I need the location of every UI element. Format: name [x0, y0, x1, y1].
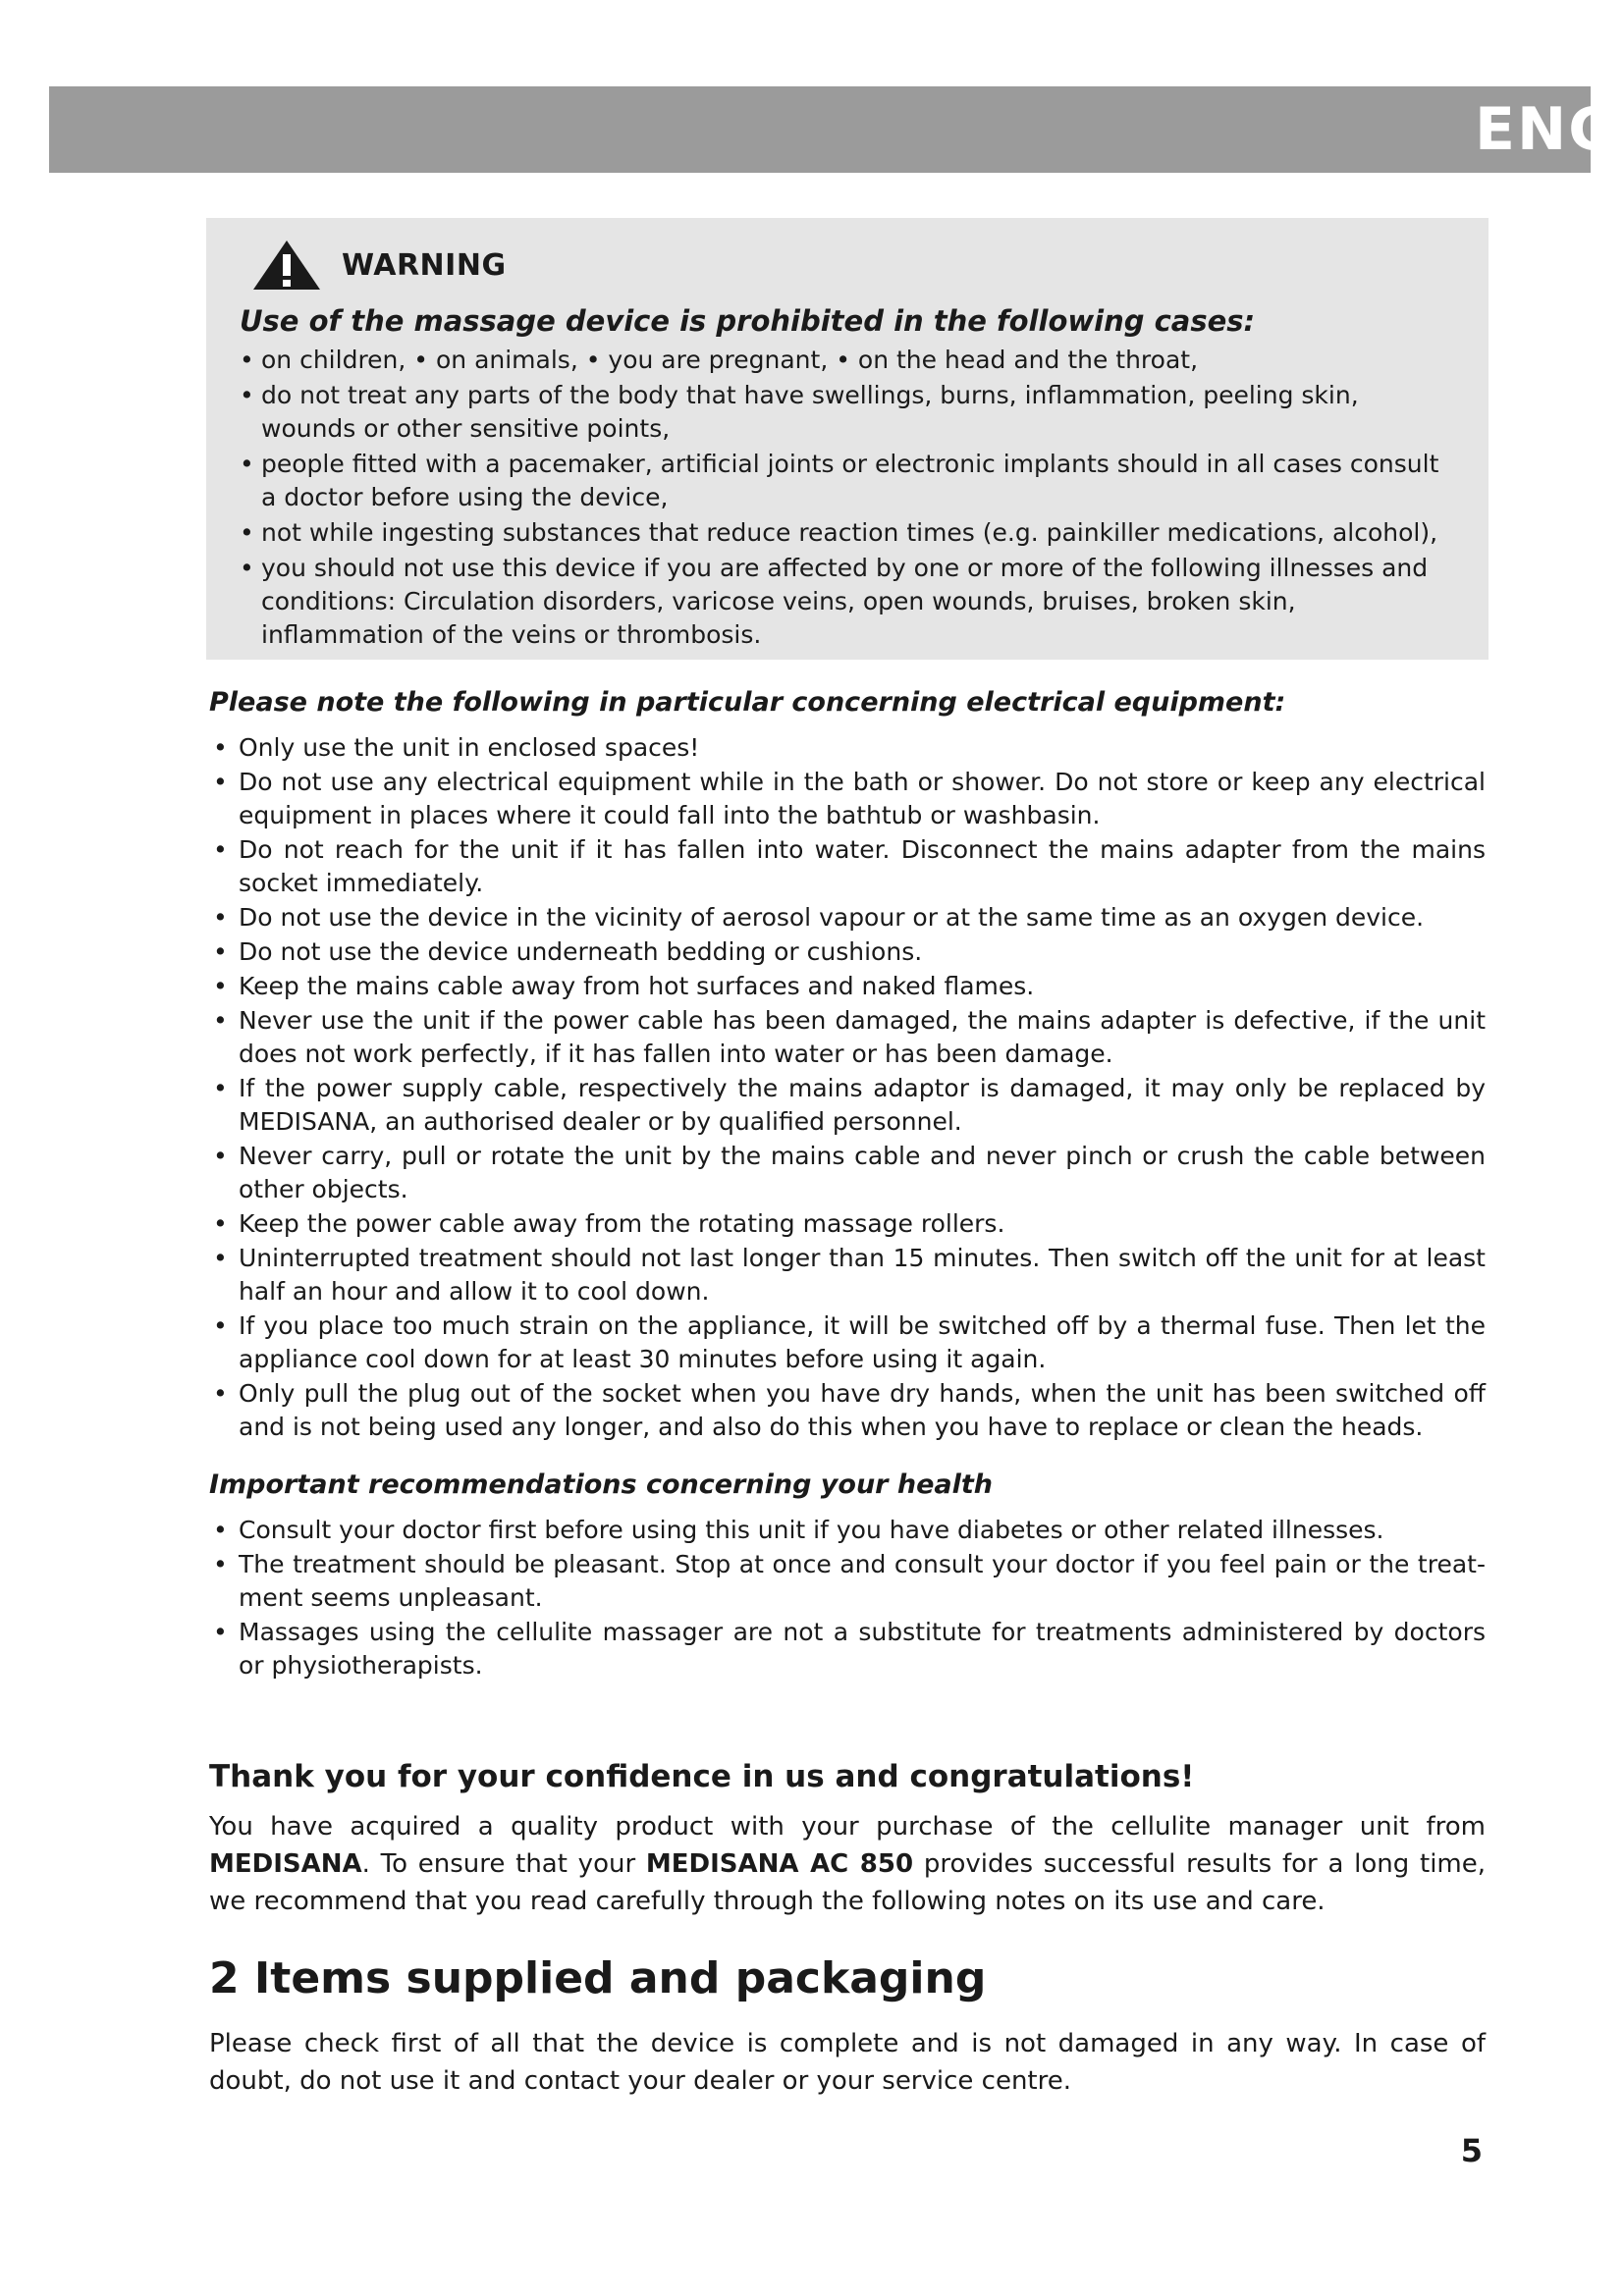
electrical-item: • Uninterrupted treatment should not last longer than 15 minutes. Then switch off the unit for at least half an hour and allow it to cool down. — [209, 1242, 1486, 1308]
electrical-item: • Keep the power cable away from the rotating massage rollers. — [209, 1207, 1486, 1241]
section-2-text: Please check first of all that the device is complete and is not damaged in any way. In case of doubt, do not use it and contact your dealer or your service centre. — [209, 2029, 1486, 2096]
electrical-item: • Only pull the plug out of the socket when you have dry hands, when the unit has been switched off and is not being used any longer, and also do this when you have to replace or clean the heads. — [209, 1377, 1486, 1444]
electrical-item: • Do not use the device underneath bedding or cushions. — [209, 935, 1486, 969]
electrical-item: • Only use the unit in enclosed spaces! — [209, 731, 1486, 765]
warning-item: • on children, • on animals, • you are pregnant, • on the head and the throat, — [240, 344, 1453, 377]
brand-name: MEDISANA — [209, 1849, 362, 1879]
warning-box — [206, 218, 1489, 660]
thanks-heading: Thank you for your confidence in us and congratulations! — [209, 1759, 1195, 1794]
warning-item: • people fitted with a pacemaker, artificial joints or electronic implants should in all cases consult a doctor before using the device, — [240, 448, 1453, 514]
electrical-item: • Do not reach for the unit if it has fallen into water. Disconnect the mains adapter from the mains socket immediately. — [209, 833, 1486, 900]
warning-item: • not while ingesting substances that reduce reaction times (e.g. painkiller medications, alcohol), — [240, 516, 1453, 550]
warning-item: • do not treat any parts of the body that have swellings, burns, inflammation, peeling skin, wounds or other sensitive points, — [240, 379, 1453, 446]
warning-item: • you should not use this device if you are affected by one or more of the following illnesses and conditions: Circulation disorders, varicose veins, open wounds, bruises, broken skin, inflammation of the veins or thrombosis. — [240, 552, 1453, 652]
warning-header — [240, 240, 1453, 291]
electrical-item: • If the power supply cable, respectively the mains adaptor is damaged, it may only be replaced by MEDISANA, an authorised dealer or by qualified personnel. — [209, 1072, 1486, 1139]
electrical-item: • Never carry, pull or rotate the unit by the mains cable and never pinch or crush the cable between other objects. — [209, 1140, 1486, 1206]
warning-list — [240, 344, 1453, 652]
health-item: • Consult your doctor first before using this unit if you have diabetes or other related illnesses. — [209, 1514, 1486, 1547]
thanks-text-start: You have acquired a quality product with your purchase of the cellulite manager unit from — [209, 1812, 1486, 1842]
thanks-text-mid: . To ensure that your — [361, 1849, 646, 1879]
electrical-item: • Do not use any electrical equipment while in the bath or shower. Do not store or keep any electrical equipment in places where it could fall into the bathtub or washbasin. — [209, 766, 1486, 832]
electrical-item: • Never use the unit if the power cable has been damaged, the mains adapter is defective, if the unit does not work perfectly, if it has fallen into water or has been damage. — [209, 1004, 1486, 1071]
section-2-title: 2 Items supplied and packaging — [209, 1953, 987, 2003]
health-item: • Massages using the cellulite massager are not a substitute for treatments administered by doctors or physiotherapists. — [209, 1616, 1486, 1682]
electrical-item: • Keep the mains cable away from hot surfaces and naked flames. — [209, 970, 1486, 1003]
health-list — [209, 1514, 1486, 1682]
model-name: MEDISANA AC 850 — [645, 1849, 914, 1879]
warning-subtitle: Use of the massage device is prohibited in the following cases: — [240, 304, 1256, 338]
electrical-item: • Do not use the device in the vicinity of aerosol vapour or at the same time as an oxygen device. — [209, 901, 1486, 934]
warning-triangle-icon — [251, 239, 322, 292]
electrical-list — [209, 731, 1486, 1444]
electrical-heading: Please note the following in particular concerning electrical equipment: — [209, 687, 1286, 718]
electrical-item: • If you place too much strain on the appliance, it will be switched off by a thermal fuse. Then let the appliance cool down for at least 30 minutes before using it again. — [209, 1309, 1486, 1376]
thanks-paragraph — [209, 1808, 1486, 1920]
header-band — [49, 86, 1619, 173]
warning-title: WARNING — [342, 247, 507, 283]
health-item: • The treatment should be pleasant. Stop at once and consult your doctor if you feel pain or the treat- ment seems unpleasant. — [209, 1548, 1486, 1615]
page-number: 5 — [1460, 2132, 1483, 2169]
language-tab: ENG — [1475, 95, 1619, 164]
thanks-text-end: provides successful results for a long time, we recommend that you read carefully through the following notes on its use and care. — [209, 1849, 1487, 1916]
health-heading: Important recommendations concerning your health — [209, 1469, 994, 1500]
main-content — [209, 687, 1486, 2100]
